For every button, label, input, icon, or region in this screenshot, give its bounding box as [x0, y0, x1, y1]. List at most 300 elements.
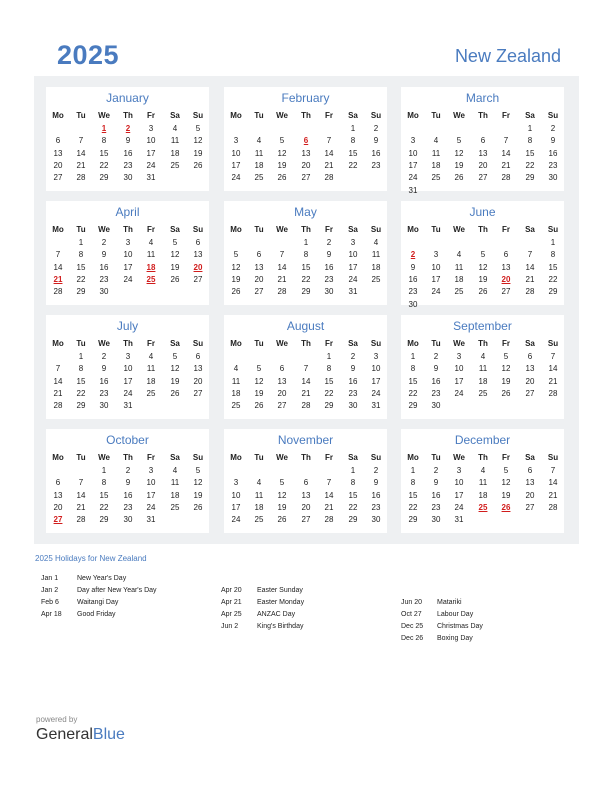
- day-cell: 9: [433, 364, 439, 374]
- day-cell: 8: [350, 136, 356, 146]
- day-cell: 13: [301, 148, 311, 158]
- day-cell: 10: [408, 148, 418, 158]
- day-cell: 23: [431, 502, 441, 512]
- day-cell: 30: [324, 287, 334, 297]
- day-cell: 12: [454, 148, 464, 158]
- holiday-day: 1: [101, 124, 107, 133]
- day-cell: 4: [172, 466, 178, 475]
- holiday-name: Waitangi Day: [77, 599, 119, 606]
- day-cell: 8: [78, 250, 84, 260]
- day-cell: 2: [350, 352, 356, 361]
- day-cell: 9: [125, 478, 131, 488]
- day-cell: 21: [53, 388, 63, 398]
- weekday-header: Mo: [52, 453, 64, 462]
- weekday-header: Su: [547, 111, 559, 120]
- holiday-date: Oct 27: [401, 611, 422, 618]
- day-cell: 3: [456, 352, 462, 361]
- day-cell: 18: [254, 160, 264, 170]
- day-cell: 1: [410, 466, 416, 475]
- day-cell: 5: [172, 352, 178, 361]
- day-cell: 22: [348, 160, 358, 170]
- day-cell: 27: [501, 287, 511, 297]
- month-name: September: [453, 319, 512, 333]
- holiday-item: [41, 599, 118, 606]
- day-cell: 29: [408, 515, 418, 525]
- day-cell: 19: [277, 502, 287, 512]
- day-cell: 27: [53, 173, 63, 183]
- day-cell: 10: [231, 490, 241, 500]
- day-cell: 6: [55, 478, 61, 488]
- day-cell: 7: [326, 136, 332, 146]
- day-cell: 18: [254, 502, 264, 512]
- day-cell: 26: [277, 173, 287, 183]
- holiday-item: [401, 635, 473, 642]
- day-cell: 29: [324, 401, 334, 411]
- day-cell: 12: [277, 148, 287, 158]
- day-cell: 24: [408, 173, 418, 183]
- day-cell: 12: [277, 490, 287, 500]
- day-cell: 28: [53, 401, 63, 411]
- day-cell: 24: [123, 388, 133, 398]
- day-cell: 7: [527, 250, 533, 260]
- day-cell: 19: [231, 274, 241, 284]
- weekday-header: Sa: [525, 339, 535, 348]
- weekday-header: Th: [301, 339, 311, 348]
- day-cell: 4: [256, 136, 262, 146]
- day-cell: 14: [525, 262, 535, 272]
- day-cell: 20: [478, 160, 488, 170]
- day-cell: 23: [324, 274, 334, 284]
- weekday-header: Su: [370, 453, 382, 462]
- day-cell: 28: [324, 173, 334, 183]
- day-cell: 27: [525, 388, 535, 398]
- day-cell: 25: [431, 173, 441, 183]
- holiday-date: Jun 2: [221, 623, 239, 630]
- day-cell: 4: [148, 352, 154, 361]
- holiday-date: Jan 1: [41, 575, 59, 582]
- weekday-header: Su: [192, 225, 204, 234]
- holiday-item: [401, 599, 462, 606]
- weekday-header: Fr: [147, 111, 155, 120]
- day-cell: 25: [478, 388, 488, 398]
- weekday-header: Tu: [254, 111, 264, 120]
- day-cell: 23: [408, 287, 418, 297]
- day-cell: 26: [231, 287, 241, 297]
- month-may: [224, 201, 387, 305]
- day-cell: 9: [326, 250, 332, 260]
- day-cell: 24: [454, 502, 464, 512]
- holiday-name: Easter Monday: [257, 599, 305, 606]
- weekday-header: Tu: [254, 453, 264, 462]
- holiday-item: [41, 575, 126, 582]
- holiday-day: 27: [53, 515, 63, 525]
- day-cell: 13: [193, 364, 203, 374]
- day-cell: 27: [193, 388, 203, 398]
- weekday-header: Th: [301, 225, 311, 234]
- day-cell: 3: [233, 136, 239, 146]
- month-january: [46, 87, 209, 191]
- day-cell: 4: [480, 352, 486, 361]
- weekday-header: Fr: [502, 453, 510, 462]
- day-cell: 4: [172, 124, 178, 133]
- day-cell: 31: [454, 515, 464, 525]
- day-cell: 30: [548, 173, 558, 183]
- day-cell: 8: [410, 478, 416, 488]
- day-cell: 15: [348, 490, 358, 500]
- day-cell: 18: [170, 148, 180, 158]
- holiday-day: 25: [146, 274, 156, 284]
- day-cell: 8: [101, 136, 107, 146]
- day-cell: 4: [256, 478, 262, 488]
- weekday-header: Mo: [52, 339, 64, 348]
- day-cell: 4: [148, 238, 154, 247]
- day-cell: 16: [123, 490, 133, 500]
- day-cell: 6: [55, 136, 61, 146]
- day-cell: 16: [99, 262, 109, 272]
- weekday-header: Mo: [407, 339, 419, 348]
- day-cell: 15: [301, 262, 311, 272]
- day-cell: 24: [231, 173, 241, 183]
- day-cell: 4: [433, 136, 439, 146]
- weekday-header: We: [276, 111, 288, 120]
- day-cell: 13: [277, 376, 287, 386]
- day-cell: 19: [193, 490, 203, 500]
- day-cell: 21: [76, 502, 86, 512]
- day-cell: 30: [123, 173, 133, 183]
- holiday-day: 20: [193, 262, 203, 272]
- year-title: 2025: [57, 40, 120, 70]
- weekday-header: Tu: [254, 339, 264, 348]
- day-cell: 6: [256, 250, 262, 260]
- day-cell: 22: [408, 388, 418, 398]
- day-cell: 16: [431, 376, 441, 386]
- day-cell: 17: [454, 490, 464, 500]
- weekday-header: Fr: [325, 453, 333, 462]
- day-cell: 26: [277, 515, 287, 525]
- weekday-header: Sa: [170, 339, 180, 348]
- day-cell: 15: [408, 490, 418, 500]
- day-cell: 9: [433, 478, 439, 488]
- day-cell: 14: [277, 262, 287, 272]
- day-cell: 23: [431, 388, 441, 398]
- day-cell: 15: [99, 148, 109, 158]
- holiday-date: Dec 26: [401, 635, 424, 642]
- day-cell: 22: [548, 274, 558, 284]
- holiday-item: [401, 623, 483, 630]
- holiday-day: 25: [478, 502, 488, 512]
- day-cell: 11: [371, 250, 381, 260]
- weekday-header: Mo: [407, 111, 419, 120]
- day-cell: 12: [170, 250, 180, 260]
- day-cell: 28: [76, 515, 86, 525]
- day-cell: 5: [195, 124, 201, 133]
- month-july: [46, 315, 209, 419]
- day-cell: 6: [503, 250, 509, 260]
- weekday-header: Th: [123, 339, 133, 348]
- month-name: June: [469, 205, 496, 219]
- day-cell: 11: [146, 250, 156, 260]
- holiday-day: 2: [125, 124, 131, 133]
- day-cell: 3: [125, 238, 131, 247]
- day-cell: 22: [76, 388, 86, 398]
- day-cell: 27: [277, 401, 287, 411]
- weekday-header: We: [276, 339, 288, 348]
- weekday-header: Th: [301, 111, 311, 120]
- day-cell: 5: [503, 466, 509, 475]
- day-cell: 18: [146, 376, 156, 386]
- day-cell: 18: [454, 274, 464, 284]
- day-cell: 3: [350, 238, 356, 247]
- day-cell: 20: [301, 160, 311, 170]
- weekday-header: Su: [370, 225, 382, 234]
- holiday-date: Dec 25: [401, 623, 424, 630]
- day-cell: 9: [350, 364, 356, 374]
- day-cell: 4: [480, 466, 486, 475]
- day-cell: 14: [53, 376, 63, 386]
- day-cell: 30: [123, 515, 133, 525]
- day-cell: 4: [373, 238, 379, 247]
- day-cell: 31: [408, 185, 418, 195]
- day-cell: 22: [301, 274, 311, 284]
- day-cell: 27: [478, 173, 488, 183]
- day-cell: 9: [125, 136, 131, 146]
- weekday-header: Sa: [525, 111, 535, 120]
- day-cell: 2: [101, 238, 107, 247]
- day-cell: 1: [350, 124, 356, 133]
- day-cell: 10: [231, 148, 241, 158]
- day-cell: 24: [146, 502, 156, 512]
- day-cell: 17: [123, 376, 133, 386]
- day-cell: 2: [373, 466, 379, 475]
- day-cell: 1: [78, 352, 84, 361]
- day-cell: 26: [193, 502, 203, 512]
- day-cell: 3: [433, 250, 439, 260]
- day-cell: 24: [146, 160, 156, 170]
- weekday-header: Fr: [147, 453, 155, 462]
- day-cell: 30: [371, 515, 381, 525]
- day-cell: 29: [301, 287, 311, 297]
- day-cell: 20: [525, 490, 535, 500]
- day-cell: 30: [431, 401, 441, 411]
- day-cell: 2: [550, 124, 556, 133]
- day-cell: 9: [101, 364, 107, 374]
- weekday-header: Mo: [230, 225, 242, 234]
- day-cell: 27: [254, 287, 264, 297]
- weekday-header: Fr: [502, 225, 510, 234]
- holiday-date: Apr 25: [221, 611, 242, 618]
- day-cell: 21: [324, 502, 334, 512]
- weekday-header: Th: [478, 453, 488, 462]
- day-cell: 29: [525, 173, 535, 183]
- day-cell: 28: [53, 287, 63, 297]
- day-cell: 5: [456, 136, 462, 146]
- day-cell: 2: [373, 124, 379, 133]
- day-cell: 20: [193, 376, 203, 386]
- month-june: [401, 201, 564, 309]
- weekday-header: Th: [478, 225, 488, 234]
- weekday-header: Tu: [76, 225, 86, 234]
- day-cell: 20: [53, 160, 63, 170]
- weekday-header: We: [98, 453, 110, 462]
- day-cell: 12: [254, 376, 264, 386]
- day-cell: 20: [525, 376, 535, 386]
- day-cell: 30: [408, 299, 418, 309]
- weekday-header: Su: [370, 111, 382, 120]
- weekday-header: Su: [547, 339, 559, 348]
- day-cell: 24: [371, 388, 381, 398]
- day-cell: 28: [525, 287, 535, 297]
- month-april: [46, 201, 209, 305]
- month-name: May: [294, 205, 317, 219]
- day-cell: 22: [99, 160, 109, 170]
- day-cell: 28: [324, 515, 334, 525]
- day-cell: 28: [301, 401, 311, 411]
- day-cell: 18: [371, 262, 381, 272]
- day-cell: 4: [456, 250, 462, 260]
- day-cell: 10: [454, 364, 464, 374]
- day-cell: 16: [371, 490, 381, 500]
- day-cell: 6: [527, 466, 533, 475]
- day-cell: 8: [350, 478, 356, 488]
- day-cell: 7: [326, 478, 332, 488]
- day-cell: 17: [371, 376, 381, 386]
- day-cell: 10: [454, 478, 464, 488]
- day-cell: 12: [193, 136, 203, 146]
- day-cell: 18: [231, 388, 241, 398]
- weekday-header: Th: [123, 225, 133, 234]
- day-cell: 6: [279, 364, 285, 374]
- weekday-header: Tu: [254, 225, 264, 234]
- day-cell: 14: [324, 148, 334, 158]
- day-cell: 18: [478, 376, 488, 386]
- day-cell: 14: [76, 148, 86, 158]
- holiday-name: Matariki: [437, 599, 462, 606]
- day-cell: 16: [348, 376, 358, 386]
- day-cell: 23: [348, 388, 358, 398]
- day-cell: 3: [148, 466, 154, 475]
- day-cell: 8: [303, 250, 309, 260]
- weekday-header: Th: [478, 111, 488, 120]
- weekday-header: Sa: [348, 225, 358, 234]
- day-cell: 22: [525, 160, 535, 170]
- day-cell: 20: [53, 502, 63, 512]
- day-cell: 14: [301, 376, 311, 386]
- day-cell: 19: [501, 490, 511, 500]
- day-cell: 3: [148, 124, 154, 133]
- day-cell: 18: [431, 160, 441, 170]
- holiday-name: Christmas Day: [437, 623, 483, 630]
- weekday-header: Fr: [502, 339, 510, 348]
- holiday-name: King's Birthday: [257, 623, 304, 630]
- day-cell: 22: [76, 274, 86, 284]
- weekday-header: Mo: [407, 225, 419, 234]
- weekday-header: Th: [123, 111, 133, 120]
- day-cell: 6: [303, 478, 309, 488]
- weekday-header: Th: [301, 453, 311, 462]
- day-cell: 6: [195, 352, 201, 361]
- day-cell: 13: [53, 148, 63, 158]
- day-cell: 7: [55, 364, 61, 374]
- holiday-item: [41, 611, 116, 618]
- day-cell: 10: [371, 364, 381, 374]
- weekday-header: Mo: [407, 453, 419, 462]
- month-february: [224, 87, 387, 191]
- day-cell: 14: [76, 490, 86, 500]
- day-cell: 14: [548, 364, 558, 374]
- day-cell: 19: [454, 160, 464, 170]
- month-december: [401, 429, 564, 533]
- weekday-header: Su: [192, 453, 204, 462]
- weekday-header: Mo: [230, 111, 242, 120]
- weekday-header: We: [453, 111, 465, 120]
- day-cell: 7: [303, 364, 309, 374]
- month-november: [224, 429, 387, 533]
- day-cell: 11: [478, 364, 488, 374]
- weekday-header: Tu: [76, 111, 86, 120]
- weekday-header: Su: [547, 225, 559, 234]
- day-cell: 26: [478, 287, 488, 297]
- day-cell: 9: [373, 136, 379, 146]
- day-cell: 5: [480, 250, 486, 260]
- country-title: New Zealand: [454, 46, 561, 66]
- day-cell: 8: [101, 478, 107, 488]
- day-cell: 14: [324, 490, 334, 500]
- day-cell: 25: [254, 515, 264, 525]
- day-cell: 3: [373, 352, 379, 361]
- day-cell: 10: [146, 136, 156, 146]
- holiday-name: Easter Sunday: [257, 587, 303, 594]
- day-cell: 21: [301, 388, 311, 398]
- weekday-header: Tu: [431, 453, 441, 462]
- day-cell: 24: [231, 515, 241, 525]
- holiday-name: New Year's Day: [77, 575, 127, 582]
- day-cell: 14: [548, 478, 558, 488]
- day-cell: 10: [123, 250, 133, 260]
- month-august: [224, 315, 387, 419]
- day-cell: 29: [548, 287, 558, 297]
- day-cell: 7: [55, 250, 61, 260]
- day-cell: 23: [371, 160, 381, 170]
- holiday-name: Labour Day: [437, 611, 474, 618]
- day-cell: 1: [550, 238, 556, 247]
- day-cell: 12: [501, 478, 511, 488]
- holiday-item: [401, 611, 473, 618]
- month-september: [401, 315, 564, 419]
- weekday-header: Tu: [76, 453, 86, 462]
- day-cell: 27: [301, 173, 311, 183]
- day-cell: 13: [53, 490, 63, 500]
- day-cell: 17: [454, 376, 464, 386]
- day-cell: 26: [193, 160, 203, 170]
- day-cell: 6: [527, 352, 533, 361]
- day-cell: 24: [123, 274, 133, 284]
- weekday-header: Fr: [502, 111, 510, 120]
- day-cell: 2: [101, 352, 107, 361]
- holiday-date: Feb 6: [41, 599, 59, 606]
- day-cell: 17: [231, 160, 241, 170]
- holiday-item: [221, 599, 304, 606]
- weekday-header: We: [453, 339, 465, 348]
- day-cell: 13: [525, 364, 535, 374]
- month-name: February: [281, 91, 330, 105]
- day-cell: 30: [99, 287, 109, 297]
- day-cell: 11: [254, 490, 264, 500]
- day-cell: 11: [431, 148, 441, 158]
- holiday-day: 2: [410, 250, 416, 260]
- month-name: March: [465, 91, 500, 105]
- weekday-header: Sa: [170, 225, 180, 234]
- day-cell: 25: [146, 388, 156, 398]
